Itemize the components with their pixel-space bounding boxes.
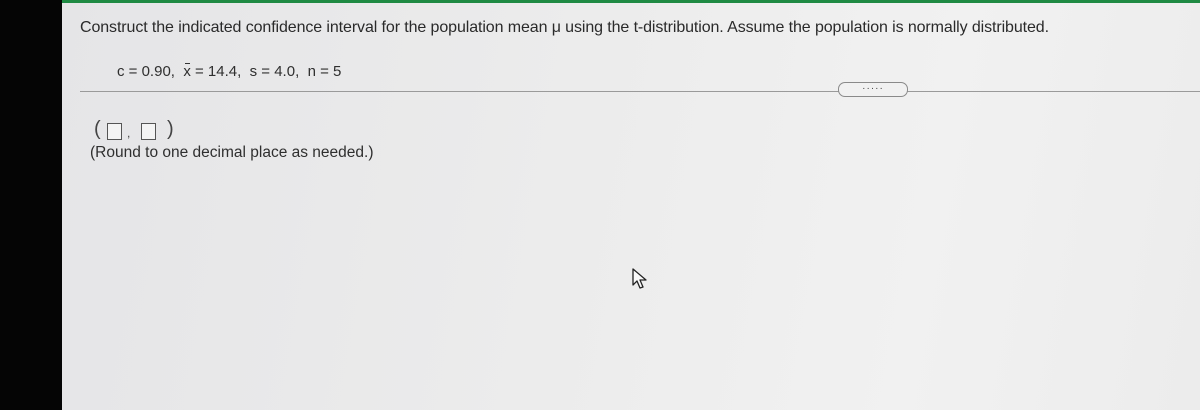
given-xbar-symbol: x xyxy=(183,63,191,80)
show-more-button[interactable]: ····· xyxy=(838,82,908,97)
mouse-pointer-icon xyxy=(631,268,649,290)
interval-separator: , xyxy=(127,126,131,140)
header-accent-bar xyxy=(62,0,1200,3)
rounding-hint: (Round to one decimal place as needed.) xyxy=(90,144,374,161)
open-paren: ( xyxy=(94,118,101,140)
given-n: n = 5 xyxy=(307,63,342,80)
interval-answer xyxy=(94,120,174,142)
close-paren: ) xyxy=(167,118,174,140)
given-values xyxy=(117,63,341,80)
given-xbar-value: = 14.4, xyxy=(190,63,242,80)
given-c: c = 0.90, xyxy=(117,63,175,80)
upper-bound-input[interactable] xyxy=(141,123,156,140)
question-text: Construct the indicated confidence interval for the population mean μ using the t-distribution. Assume the population is normally distributed. xyxy=(80,19,1049,36)
given-s: s = 4.0, xyxy=(249,63,300,80)
monitor-screen xyxy=(62,0,1200,410)
lower-bound-input[interactable] xyxy=(107,123,122,140)
section-divider xyxy=(80,91,1200,92)
